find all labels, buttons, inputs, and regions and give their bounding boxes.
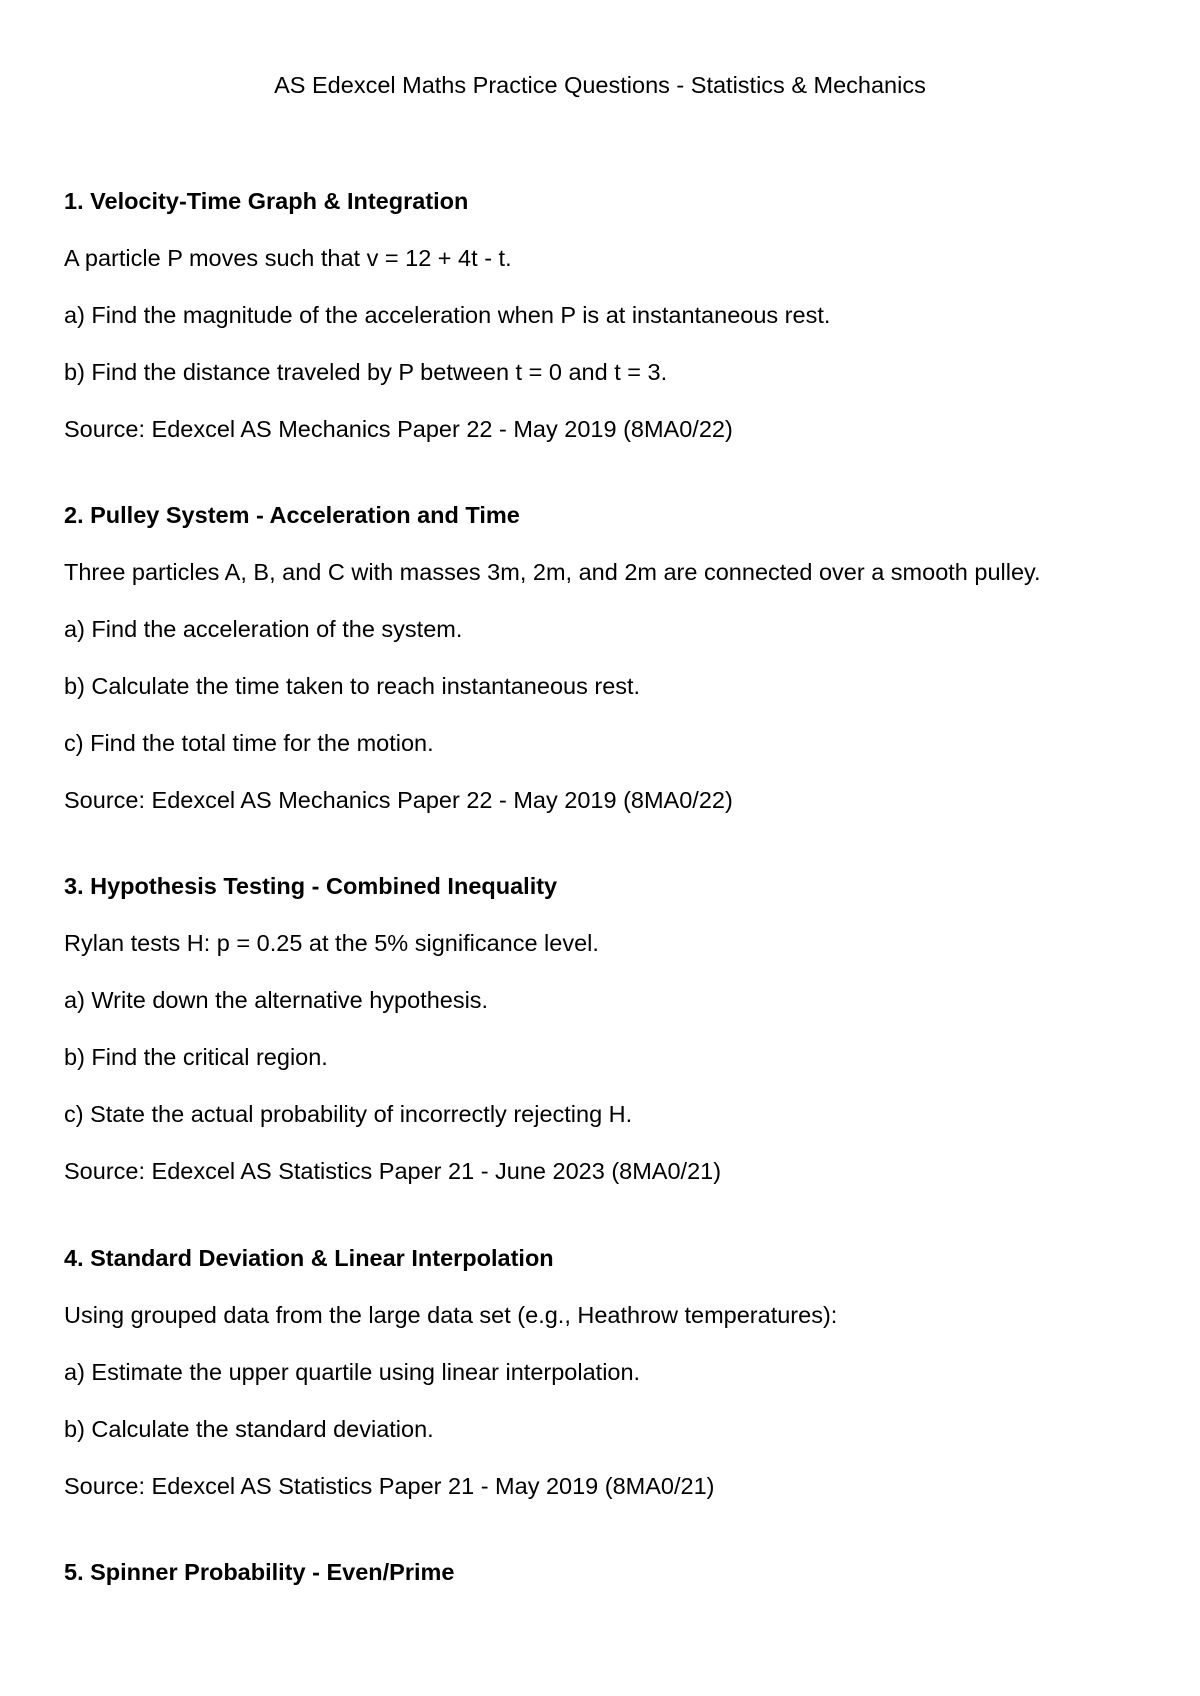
question-1-heading: 1. Velocity-Time Graph & Integration xyxy=(64,188,469,214)
question-4-part-b: b) Calculate the standard deviation. xyxy=(64,1416,434,1442)
question-2-heading: 2. Pulley System - Acceleration and Time xyxy=(64,502,520,528)
question-3-part-c: c) State the actual probability of incorrectly rejecting H. xyxy=(64,1101,633,1127)
question-5-heading: 5. Spinner Probability - Even/Prime xyxy=(64,1559,455,1585)
question-3-stem: Rylan tests H: p = 0.25 at the 5% significance level. xyxy=(64,930,599,956)
question-1-source: Source: Edexcel AS Mechanics Paper 22 - May 2019 (8MA0/22) xyxy=(64,416,733,442)
question-4-heading: 4. Standard Deviation & Linear Interpolation xyxy=(64,1245,554,1271)
question-2-part-b: b) Calculate the time taken to reach instantaneous rest. xyxy=(64,673,641,699)
question-2-part-a: a) Find the acceleration of the system. xyxy=(64,616,463,642)
question-2-source: Source: Edexcel AS Mechanics Paper 22 - May 2019 (8MA0/22) xyxy=(64,787,733,813)
question-3-source: Source: Edexcel AS Statistics Paper 21 - June 2023 (8MA0/21) xyxy=(64,1158,722,1184)
question-3-part-b: b) Find the critical region. xyxy=(64,1044,328,1070)
question-4-part-a: a) Estimate the upper quartile using linear interpolation. xyxy=(64,1359,641,1385)
document-title: AS Edexcel Maths Practice Questions - Statistics & Mechanics xyxy=(274,72,926,98)
question-4-stem: Using grouped data from the large data set (e.g., Heathrow temperatures): xyxy=(64,1302,838,1328)
question-4-source: Source: Edexcel AS Statistics Paper 21 - May 2019 (8MA0/21) xyxy=(64,1473,715,1499)
question-3-heading: 3. Hypothesis Testing - Combined Inequality xyxy=(64,873,558,899)
question-2-part-c: c) Find the total time for the motion. xyxy=(64,730,434,756)
question-1-part-b: b) Find the distance traveled by P between t = 0 and t = 3. xyxy=(64,359,668,385)
question-1-stem: A particle P moves such that v = 12 + 4t - t. xyxy=(64,245,512,271)
question-2-stem: Three particles A, B, and C with masses 3m, 2m, and 2m are connected over a smooth pulley. xyxy=(64,559,1041,585)
question-1-part-a: a) Find the magnitude of the acceleration when P is at instantaneous rest. xyxy=(64,302,831,328)
question-3-part-a: a) Write down the alternative hypothesis. xyxy=(64,987,489,1013)
